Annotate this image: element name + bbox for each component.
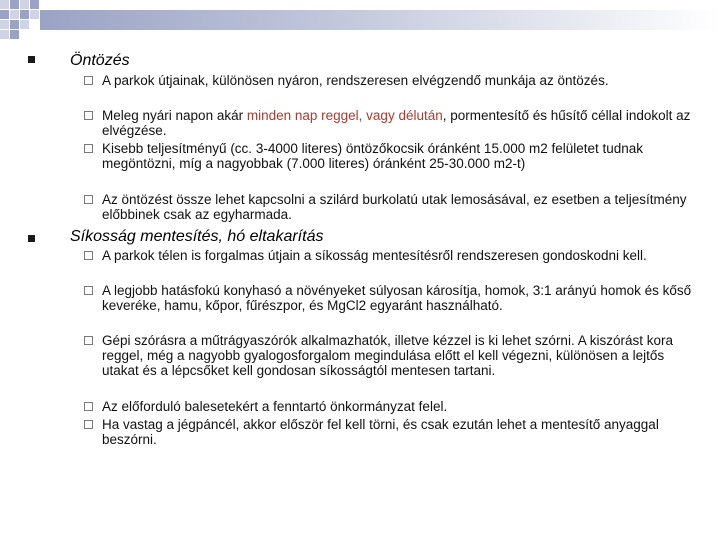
checkbox-outline-icon [84, 76, 93, 85]
list-item: Az öntözést össze lehet kapcsolni a szilárd burkolatú utak lemosásával, ez esetben a teljesítmény előbbinek csak az egyharmada. [102, 192, 687, 222]
list-item: A legjobb hatásfokú konyhasó a növényeket súlyosan károsítja, homok, 3:1 arányú homok és kőső keveréke, hamu, kőpor, fűrészpor, és MgCl2 egyaránt használható. [102, 283, 692, 313]
square-bullet-icon [28, 56, 35, 63]
highlighted-text: minden nap reggel, vagy délután [246, 108, 443, 123]
checkbox-outline-icon [84, 144, 93, 153]
list-item: Ha vastag a jégpáncél, akkor először fel kell törni, és csak ezután lehet a mentesítő anyaggal beszórni. [102, 417, 659, 447]
list-item: Az előforduló balesetekért a fenntartó önkormányzat felel. [102, 399, 448, 414]
section-title-ontozes: Öntözés [70, 52, 130, 69]
checkbox-outline-icon [84, 402, 93, 411]
list-item: Gépi szórásra a műtrágyaszórók alkalmazhatók, illetve kézzel is ki lehet szórni. A kiszórást kora reggel, még a nagyobb gyalogosforgalom megindulása előtt el kell végezni, különösen a lejtős utakat és a lépcsőket kell gondosan síkosságtól mentesen tartani. [102, 333, 673, 378]
checkbox-outline-icon [84, 195, 93, 204]
checkbox-outline-icon [84, 286, 93, 295]
checkbox-outline-icon [84, 336, 93, 345]
checkbox-outline-icon [84, 251, 93, 260]
item-text-post: , pormentesítő és hűsítő céllal indokolt az elvégzése. [102, 108, 691, 138]
list-item: A parkok télen is forgalmas útjain a síkosság mentesítésről rendszeresen gondoskodni kell. [102, 248, 647, 263]
item-text-pre: Meleg nyári napon akár [102, 108, 247, 123]
square-bullet-icon [28, 235, 35, 242]
list-item: A parkok útjainak, különösen nyáron, rendszeresen elvégzendő munkája az öntözés. [102, 73, 609, 88]
list-item [102, 108, 692, 138]
checkbox-outline-icon [84, 420, 93, 429]
checkbox-outline-icon [84, 111, 93, 120]
list-item: Kisebb teljesítményű (cc. 3-4000 literes) öntözőkocsik óránként 15.000 m2 felületet tudnak megöntözni, míg a nagyobbak (7.000 literes) óránként 25-30.000 m2-t) [102, 141, 644, 171]
section-title-sikossag: Síkosság mentesítés, hó eltakarítás [70, 228, 324, 245]
